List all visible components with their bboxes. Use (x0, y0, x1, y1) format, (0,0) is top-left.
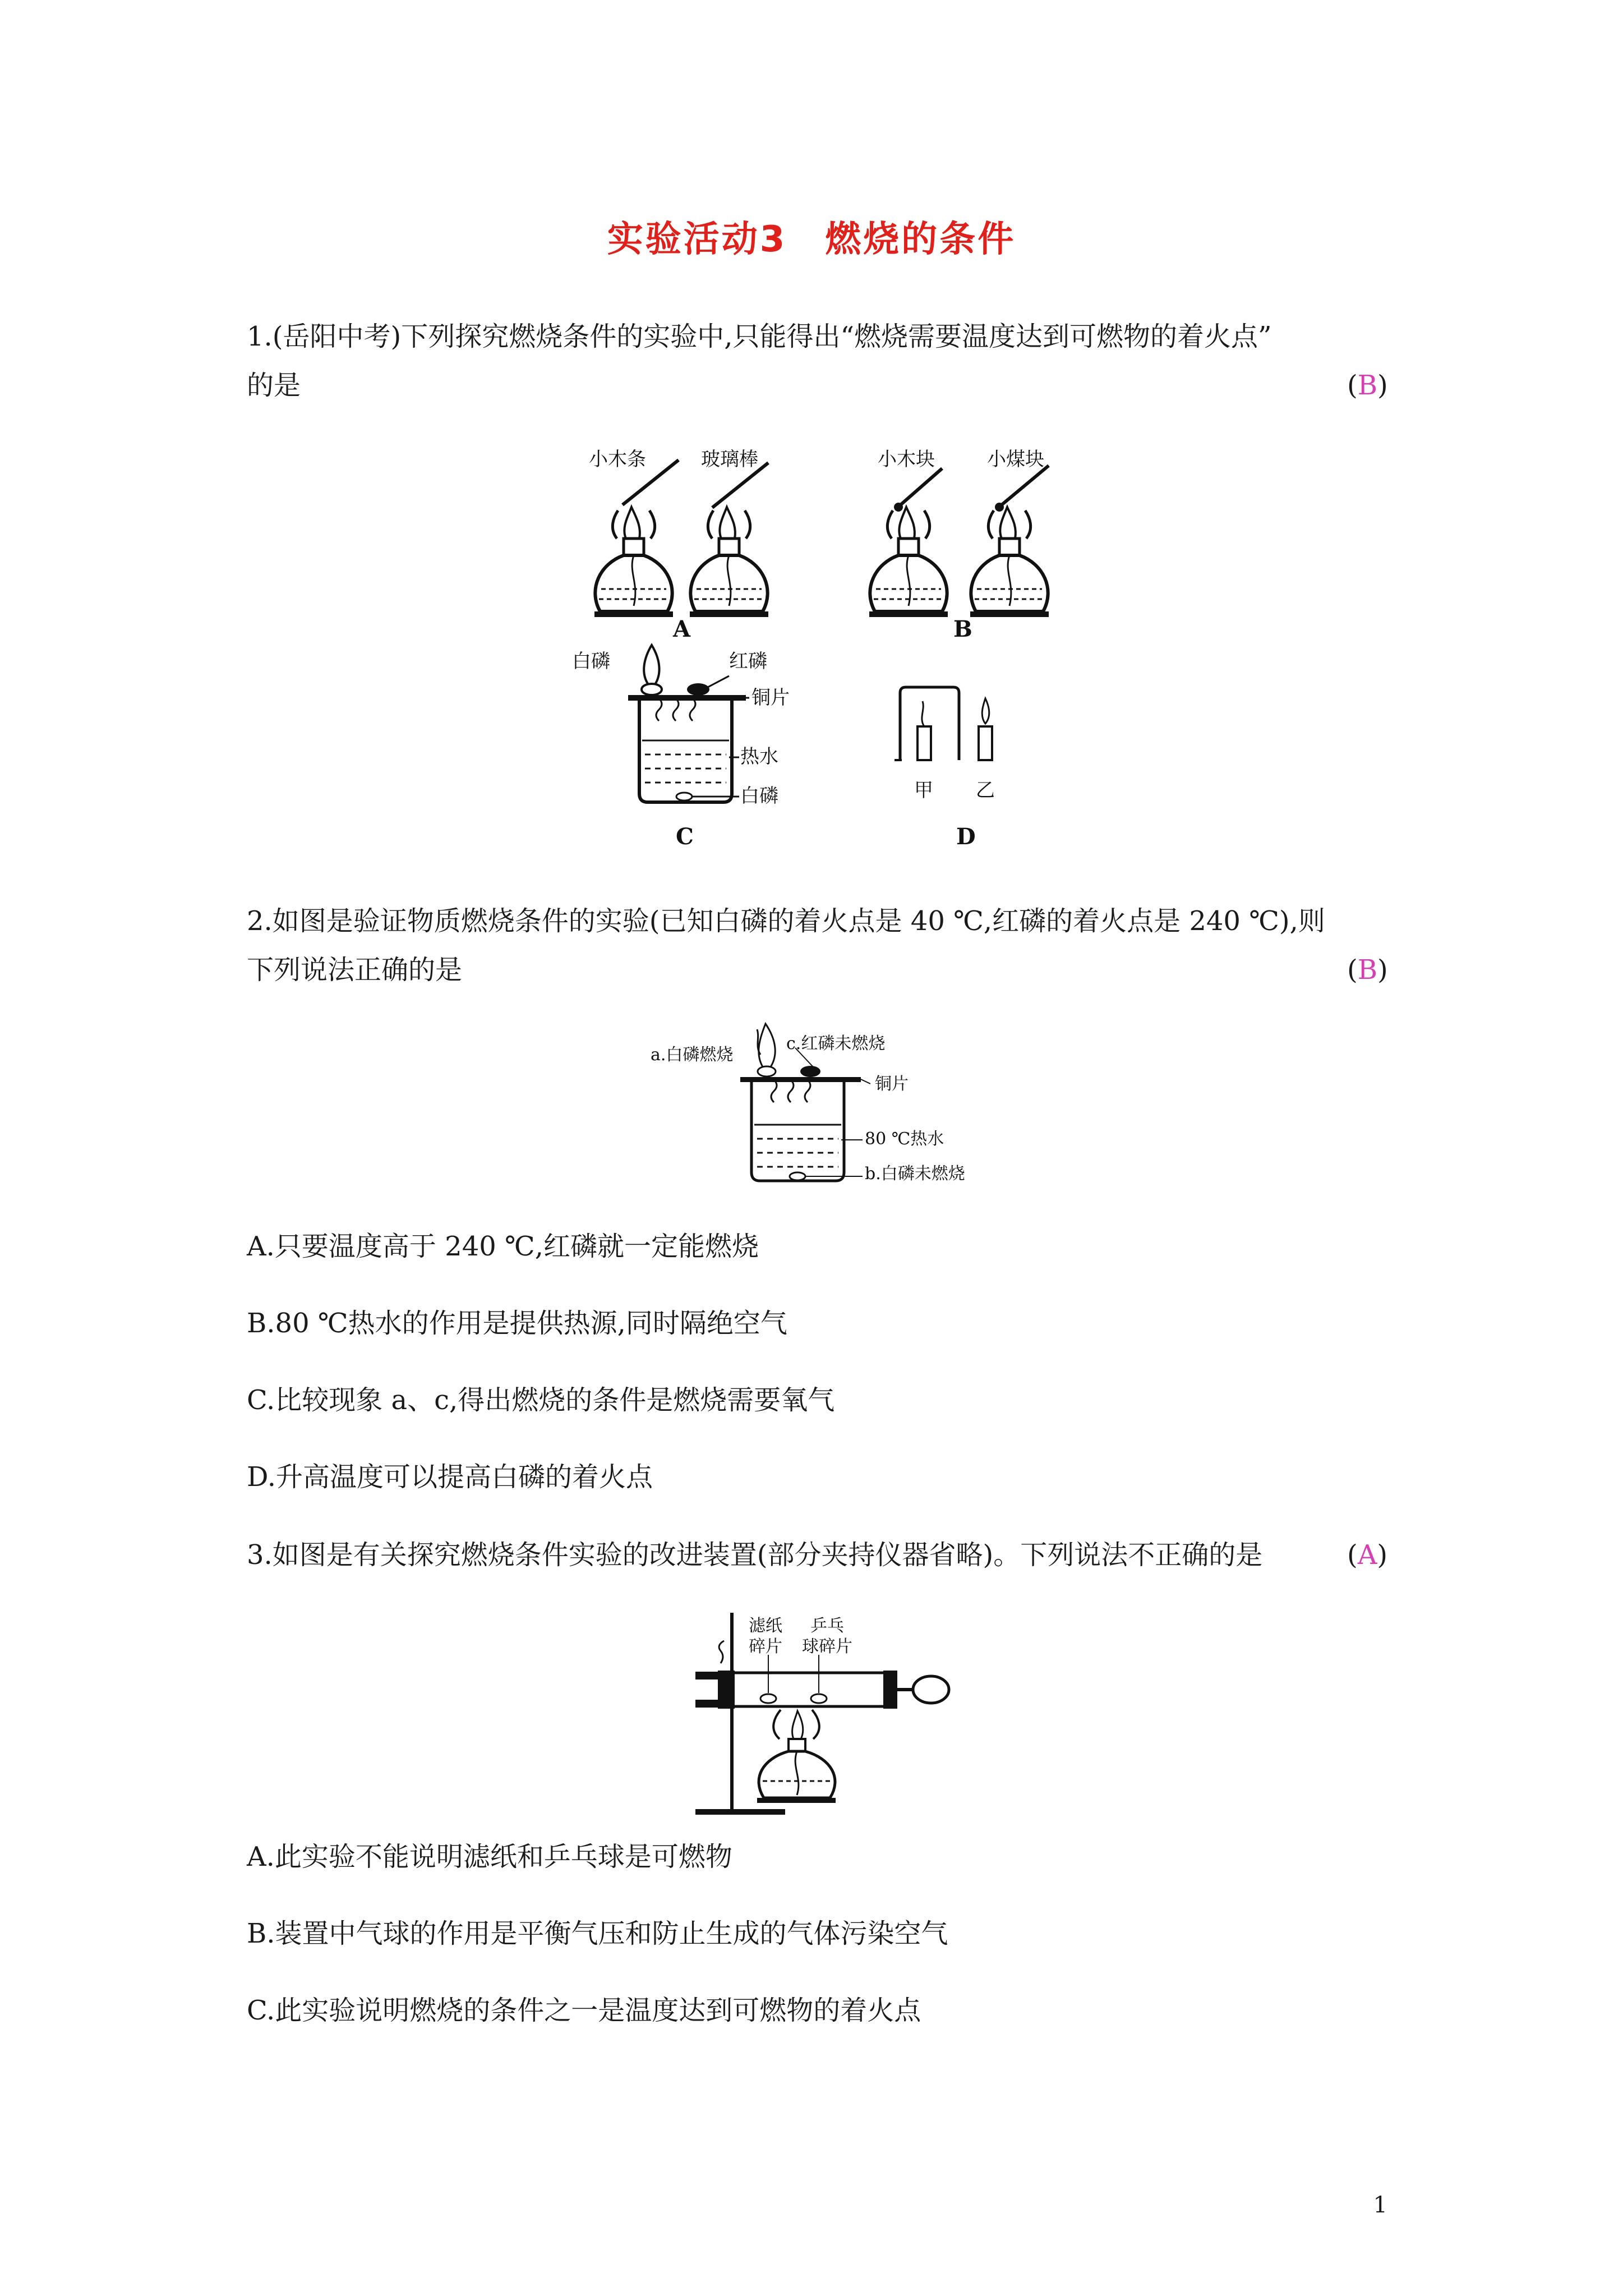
q2-stem-line2: 下列说法正确的是 (247, 954, 463, 986)
q1-fig-a (589, 448, 768, 639)
q2-option-c: C.比较现象 a、c,得出燃烧的条件是燃烧需要氧气 (247, 1384, 835, 1416)
q1-figure-cd (561, 642, 1122, 855)
q1-fig-c-label-5: 白磷 (740, 785, 778, 807)
q2-answer-letter: B (1357, 954, 1378, 986)
q3-option-c: C.此实验说明燃烧的条件之一是温度达到可燃物的着火点 (247, 1995, 921, 2026)
q3-stem: 3.如图是有关探究燃烧条件实验的改进装置(部分夹持仪器省略)。下列说法不正确的是 (247, 1539, 1263, 1571)
q2-answer (1347, 952, 1388, 988)
q2-fig-label-1: a.白磷燃烧 (651, 1045, 734, 1065)
q3-fig-label-1: 滤纸 (749, 1616, 782, 1636)
q2-answer-open: ( (1347, 954, 1358, 986)
q3-fig-label-4: 球碎片 (802, 1637, 852, 1657)
q1-fig-c (572, 645, 790, 850)
q1-fig-b-label-2: 小煤块 (987, 448, 1044, 471)
q2-fig-label-2: c.红磷未燃烧 (786, 1034, 886, 1053)
q3-option-b: B.装置中气球的作用是平衡气压和防止生成的气体污染空气 (247, 1918, 948, 1949)
q1-stem-line1: 1.(岳阳中考)下列探究燃烧条件的实验中,只能得出“燃烧需要温度达到可燃物的着火点” (247, 321, 1272, 352)
q1-fig-b-caption: B (953, 616, 972, 639)
q2-answer-close: ) (1377, 954, 1388, 986)
q2-option-b: B.80 ℃热水的作用是提供热源,同时隔绝空气 (247, 1308, 787, 1339)
q2-figure (645, 1015, 1009, 1192)
q2-stem-line1: 2.如图是验证物质燃烧条件的实验(已知白磷的着火点是 40 ℃,红磷的着火点是 240 ℃),则 (247, 905, 1325, 937)
q1-answer (1347, 367, 1388, 403)
q3-fig-label-2: 碎片 (749, 1637, 782, 1657)
q3-answer (1347, 1537, 1387, 1573)
q2-option-a: A.只要温度高于 240 ℃,红磷就一定能燃烧 (247, 1231, 759, 1262)
q2-fig-label-3: 铜片 (875, 1074, 909, 1094)
q1-fig-d-label-2: 乙 (976, 779, 995, 802)
q1-fig-c-caption: C (676, 823, 694, 850)
q1-fig-c-label-3: 铜片 (751, 687, 790, 709)
q1-fig-a-label-2: 玻璃棒 (701, 448, 758, 471)
q3-answer-open: ( (1347, 1539, 1358, 1571)
q1-fig-a-label-1: 小木条 (589, 448, 646, 471)
q1-answer-close: ) (1377, 370, 1388, 401)
q1-answer-open: ( (1347, 370, 1358, 401)
q1-answer-letter: B (1357, 370, 1378, 401)
page-number: 1 (1373, 2192, 1387, 2218)
q1-figure-ab (583, 443, 1413, 639)
q1-fig-a-caption: A (673, 616, 691, 639)
q1-fig-c-label-4: 热水 (740, 746, 778, 768)
q1-stem-line2: 的是 (247, 370, 301, 401)
q2-fig-label-4: 80 ℃热水 (865, 1129, 944, 1149)
q1-fig-b-label-1: 小木块 (878, 448, 935, 471)
q3-option-a: A.此实验不能说明滤纸和乒乓球是可燃物 (247, 1841, 732, 1872)
page-title: 实验活动3 燃烧的条件 (607, 219, 1016, 260)
q3-fig-label-3: 乒乓 (810, 1616, 844, 1636)
q3-answer-letter: A (1357, 1539, 1377, 1571)
q1-fig-d (895, 687, 995, 850)
q2-option-d: D.升高温度可以提高白磷的着火点 (247, 1461, 653, 1493)
q1-fig-c-label-1: 白磷 (572, 650, 610, 673)
q1-fig-b (869, 448, 1049, 639)
q2-fig-label-5: b.白磷未燃烧 (865, 1164, 965, 1184)
q1-fig-c-label-2: 红磷 (729, 650, 767, 673)
q3-figure (684, 1610, 953, 1818)
q1-fig-d-label-1: 甲 (914, 779, 933, 802)
q1-fig-d-caption: D (956, 823, 976, 850)
q3-answer-close: ) (1377, 1539, 1388, 1571)
